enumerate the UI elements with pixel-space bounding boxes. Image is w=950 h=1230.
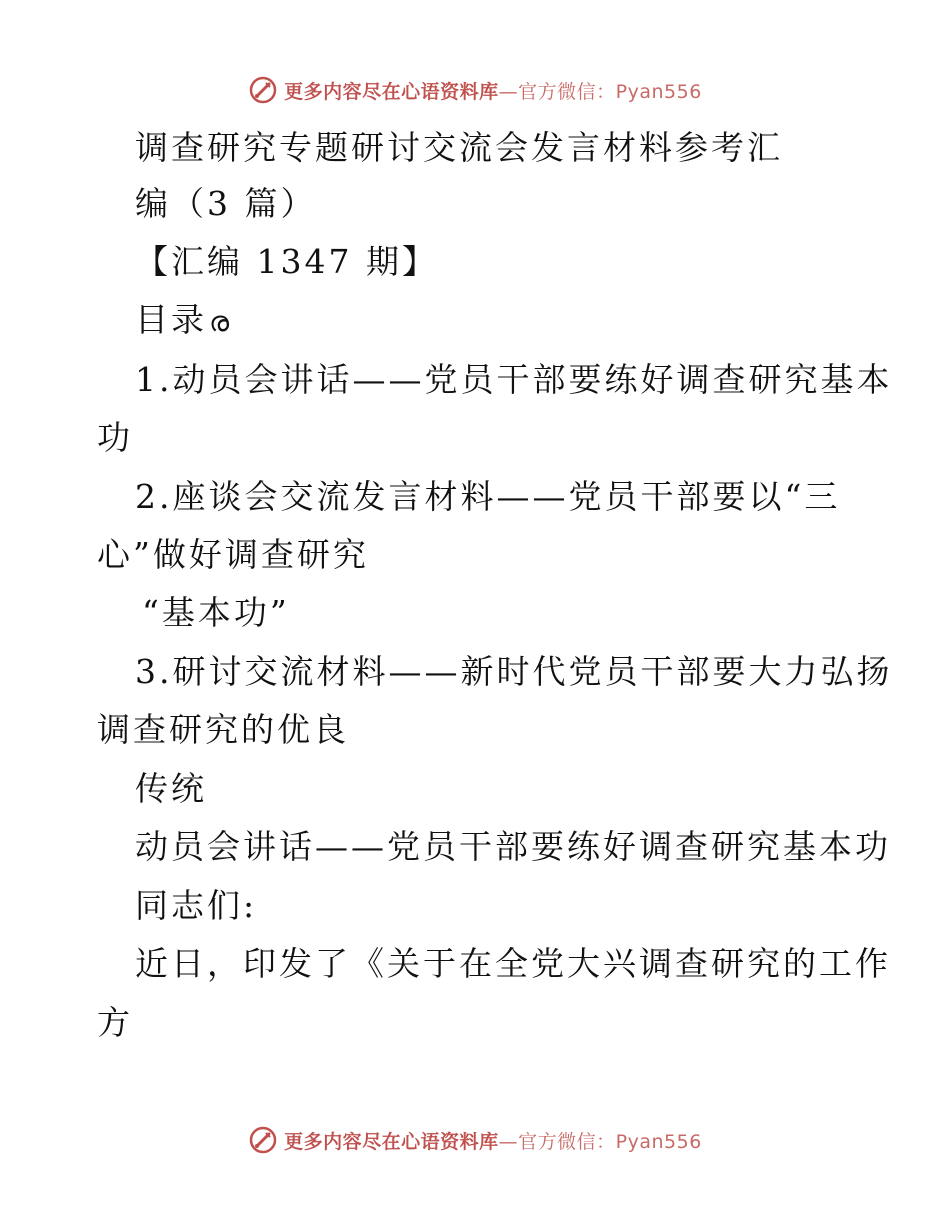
toc-label: 目录: [135, 300, 207, 339]
toc-heading: [135, 298, 232, 344]
watermark-text: 更多内容尽在心语资料库—官方微信：Pyan556: [284, 1130, 702, 1153]
swirl-ornament-icon: ര: [209, 305, 233, 338]
doc-title-line1: 调查研究专题研讨交流会发言材料参考汇: [135, 128, 783, 167]
salutation: 同志们:: [135, 886, 258, 925]
toc-item-3-cont: 调查研究的优良: [97, 710, 349, 749]
section-title: 动员会讲话——党员干部要练好调查研究基本功: [135, 827, 891, 866]
paragraph-1: 近日，印发了《关于在全党大兴调查研究的工作: [135, 944, 891, 983]
pen-logo-icon: [248, 75, 278, 105]
toc-item-1-cont: 功: [97, 418, 133, 457]
watermark-header: [0, 70, 950, 110]
toc-item-3: 3.研讨交流材料——新时代党员干部要大力弘扬: [135, 652, 893, 691]
toc-item-2: 2.座谈会交流发言材料——党员干部要以“三: [135, 477, 841, 516]
toc-item-3-cont2: 传统: [135, 769, 207, 808]
watermark-text: 更多内容尽在心语资料库—官方微信：Pyan556: [284, 80, 702, 103]
doc-title-line2: 编（3 篇）: [135, 184, 317, 223]
paragraph-1-cont: 方: [97, 1003, 133, 1042]
toc-item-2-cont: 心”做好调查研究: [97, 535, 369, 574]
toc-item-2-cont2: “基本功”: [142, 593, 290, 632]
issue-label: 【汇编 1347 期】: [135, 242, 438, 281]
pen-logo-icon: [248, 1125, 278, 1155]
toc-item-1: 1.动员会讲话——党员干部要练好调查研究基本: [135, 360, 893, 399]
watermark-footer: [0, 1120, 950, 1160]
